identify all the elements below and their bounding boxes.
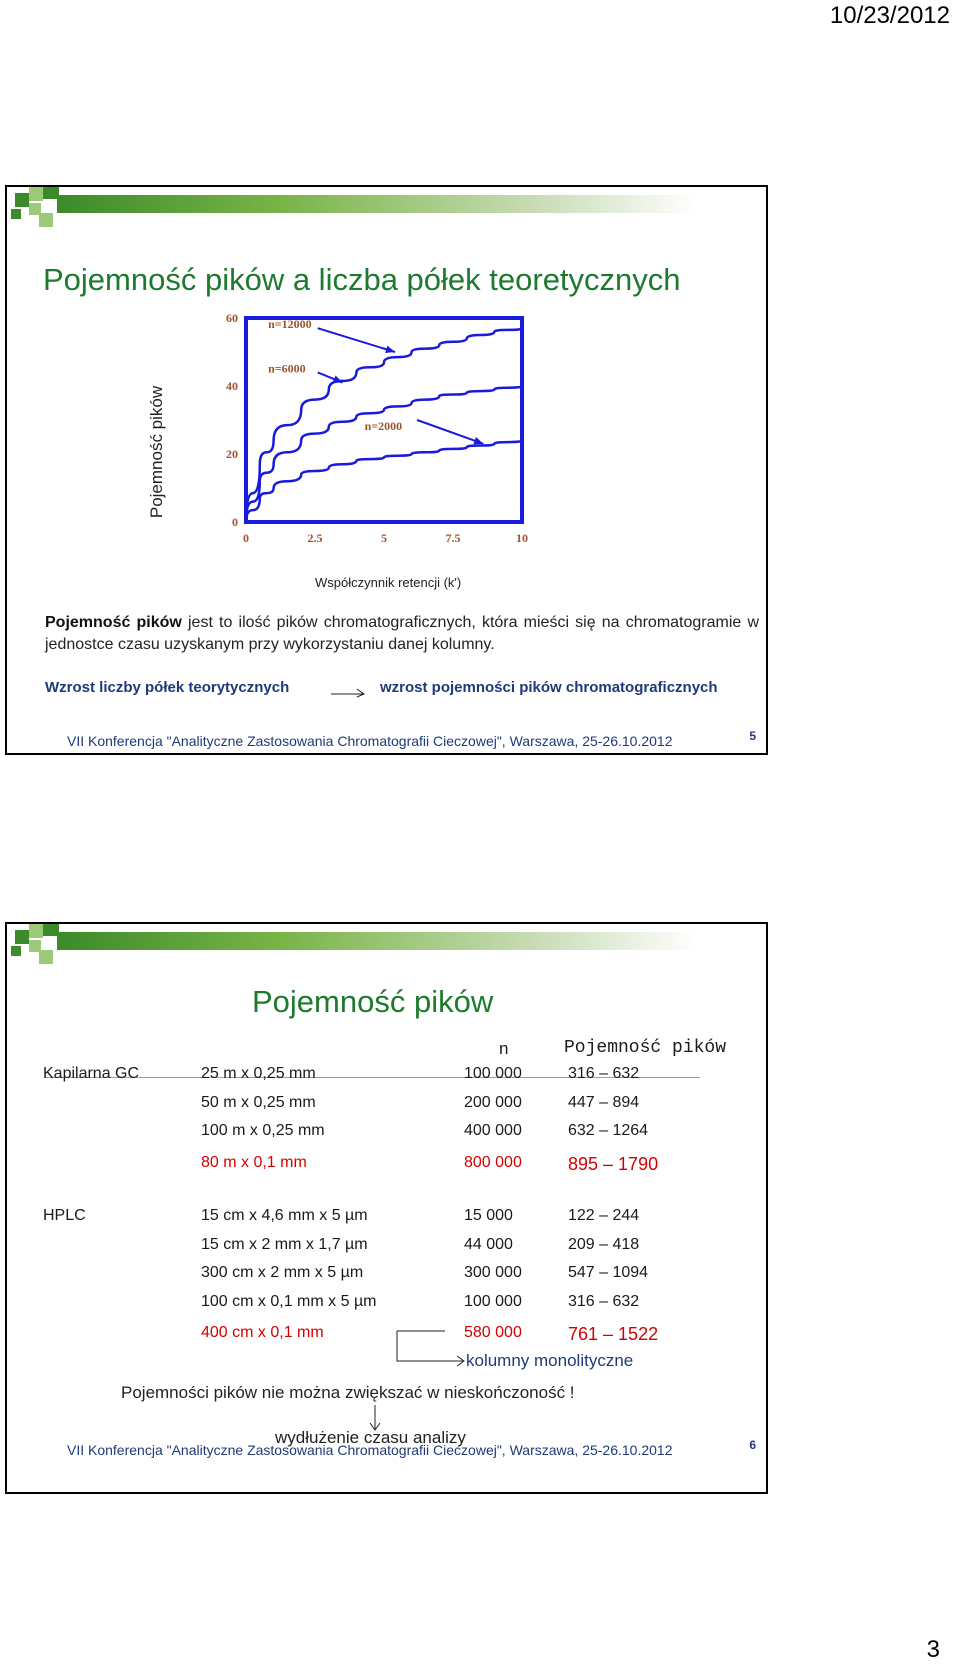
slide-peak-capacity-vs-plates <box>5 185 768 755</box>
cell-capacity: 316 – 632 <box>568 1065 640 1082</box>
cell-column: 25 m x 0,25 mm <box>201 1065 316 1082</box>
arrow-head-icon <box>473 437 483 444</box>
cell-n: 800 000 <box>464 1153 522 1171</box>
cell-column: 100 m x 0,25 mm <box>201 1122 325 1139</box>
series-label: n=2000 <box>364 419 403 434</box>
slide-title: Pojemność pików a liczba półek teoretycznych <box>43 262 681 297</box>
gc-label: Kapilarna GC <box>43 1065 140 1082</box>
cell-capacity: 209 – 418 <box>568 1235 640 1253</box>
series-label-arrow <box>417 420 483 444</box>
arrow-head-icon <box>385 346 395 353</box>
y-tick-label: 40 <box>226 379 238 393</box>
page-number: 3 <box>926 1636 940 1663</box>
cell-column: 300 cm x 2 mm x 5 µm <box>201 1264 364 1281</box>
series-label: n=12000 <box>268 317 312 332</box>
cell-capacity: 447 – 894 <box>568 1093 640 1111</box>
cell-capacity: 632 – 1264 <box>568 1122 649 1139</box>
x-tick-label: 7.5 <box>445 531 461 545</box>
conclusion-cause: Wzrost liczby półek teorytycznych <box>45 679 290 696</box>
chart-y-axis-label: Pojemność pików <box>147 385 166 519</box>
definition-term: Pojemność pików <box>45 614 182 631</box>
cell-capacity: 122 – 244 <box>568 1207 640 1224</box>
x-tick-label: 5 <box>381 531 387 545</box>
arrow-right-icon <box>329 685 369 699</box>
note-capacity-limit: Pojemności pików nie można zwiększać w nieskończoność ! <box>121 1383 575 1402</box>
cell-n: 300 000 <box>464 1264 522 1281</box>
slide-title: Pojemność pików <box>252 984 494 1019</box>
cell-column: 80 m x 0,1 mm <box>201 1153 307 1171</box>
slide-peak-capacity-table <box>5 922 768 1494</box>
header-n: n <box>499 1039 509 1058</box>
x-tick-label: 10 <box>516 531 528 545</box>
hplc-label: HPLC <box>43 1207 86 1224</box>
cell-column: 50 m x 0,25 mm <box>201 1093 316 1111</box>
cell-capacity: 316 – 632 <box>568 1292 640 1310</box>
header-capacity: Pojemność pików <box>564 1038 727 1058</box>
cell-n: 400 000 <box>464 1122 522 1139</box>
conclusion-effect: wzrost pojemności pików chromatograficznych <box>380 679 718 696</box>
series-line-2 <box>246 386 522 522</box>
y-tick-label: 0 <box>232 515 238 529</box>
cell-column: 15 cm x 2 mm x 1,7 µm <box>201 1235 368 1253</box>
cell-n: 100 000 <box>464 1065 522 1082</box>
chart-x-axis-label: Współczynnik retencji (k') <box>315 575 462 590</box>
cell-n: 100 000 <box>464 1292 522 1310</box>
y-tick-label: 60 <box>226 312 238 325</box>
arrow-head-icon <box>333 375 343 382</box>
cell-capacity: 761 – 1522 <box>568 1324 659 1344</box>
cell-column: 100 cm x 0,1 mm x 5 µm <box>201 1292 377 1310</box>
page-date: 10/23/2012 <box>829 2 950 29</box>
slide-banner <box>57 195 697 213</box>
series-label-arrow <box>318 328 395 352</box>
slide-banner <box>57 932 697 950</box>
peak-capacity-chart <box>212 312 557 557</box>
slide-footer: VII Konferencja "Analityczne Zastosowania Chromatografii Cieczowej", Warszawa, 25-26.10.2012 <box>67 733 673 749</box>
slide-number: 6 <box>749 1438 756 1452</box>
cell-n: 580 000 <box>464 1324 522 1341</box>
connector-arrow-icon <box>395 1329 475 1369</box>
series-label: n=6000 <box>268 361 306 376</box>
slide-footer: VII Konferencja "Analityczne Zastosowania Chromatografii Cieczowej", Warszawa, 25-26.10.2012 <box>67 1442 673 1458</box>
cell-column: 400 cm x 0,1 mm <box>201 1324 324 1341</box>
x-tick-label: 2.5 <box>307 531 323 545</box>
definition-paragraph <box>45 612 759 656</box>
definition-text: jest to ilość pików chromatograficznych, która mieści się na chromatogramie w jednostce czasu uzyskanym przy wykorzystaniu danej kolumny. <box>45 614 759 653</box>
cell-n: 200 000 <box>464 1093 522 1111</box>
slide-number: 5 <box>749 729 756 743</box>
cell-capacity: 895 – 1790 <box>568 1153 659 1174</box>
cell-capacity: 547 – 1094 <box>568 1264 649 1281</box>
note-analysis-time: wydłużenie czasu analizy <box>275 1428 466 1447</box>
y-tick-label: 20 <box>226 447 238 461</box>
cell-n: 15 000 <box>464 1207 513 1224</box>
x-tick-label: 0 <box>243 531 249 545</box>
note-monolithic-columns: kolumny monolityczne <box>466 1351 634 1370</box>
cell-n: 44 000 <box>464 1235 513 1253</box>
cell-column: 15 cm x 4,6 mm x 5 µm <box>201 1207 368 1224</box>
